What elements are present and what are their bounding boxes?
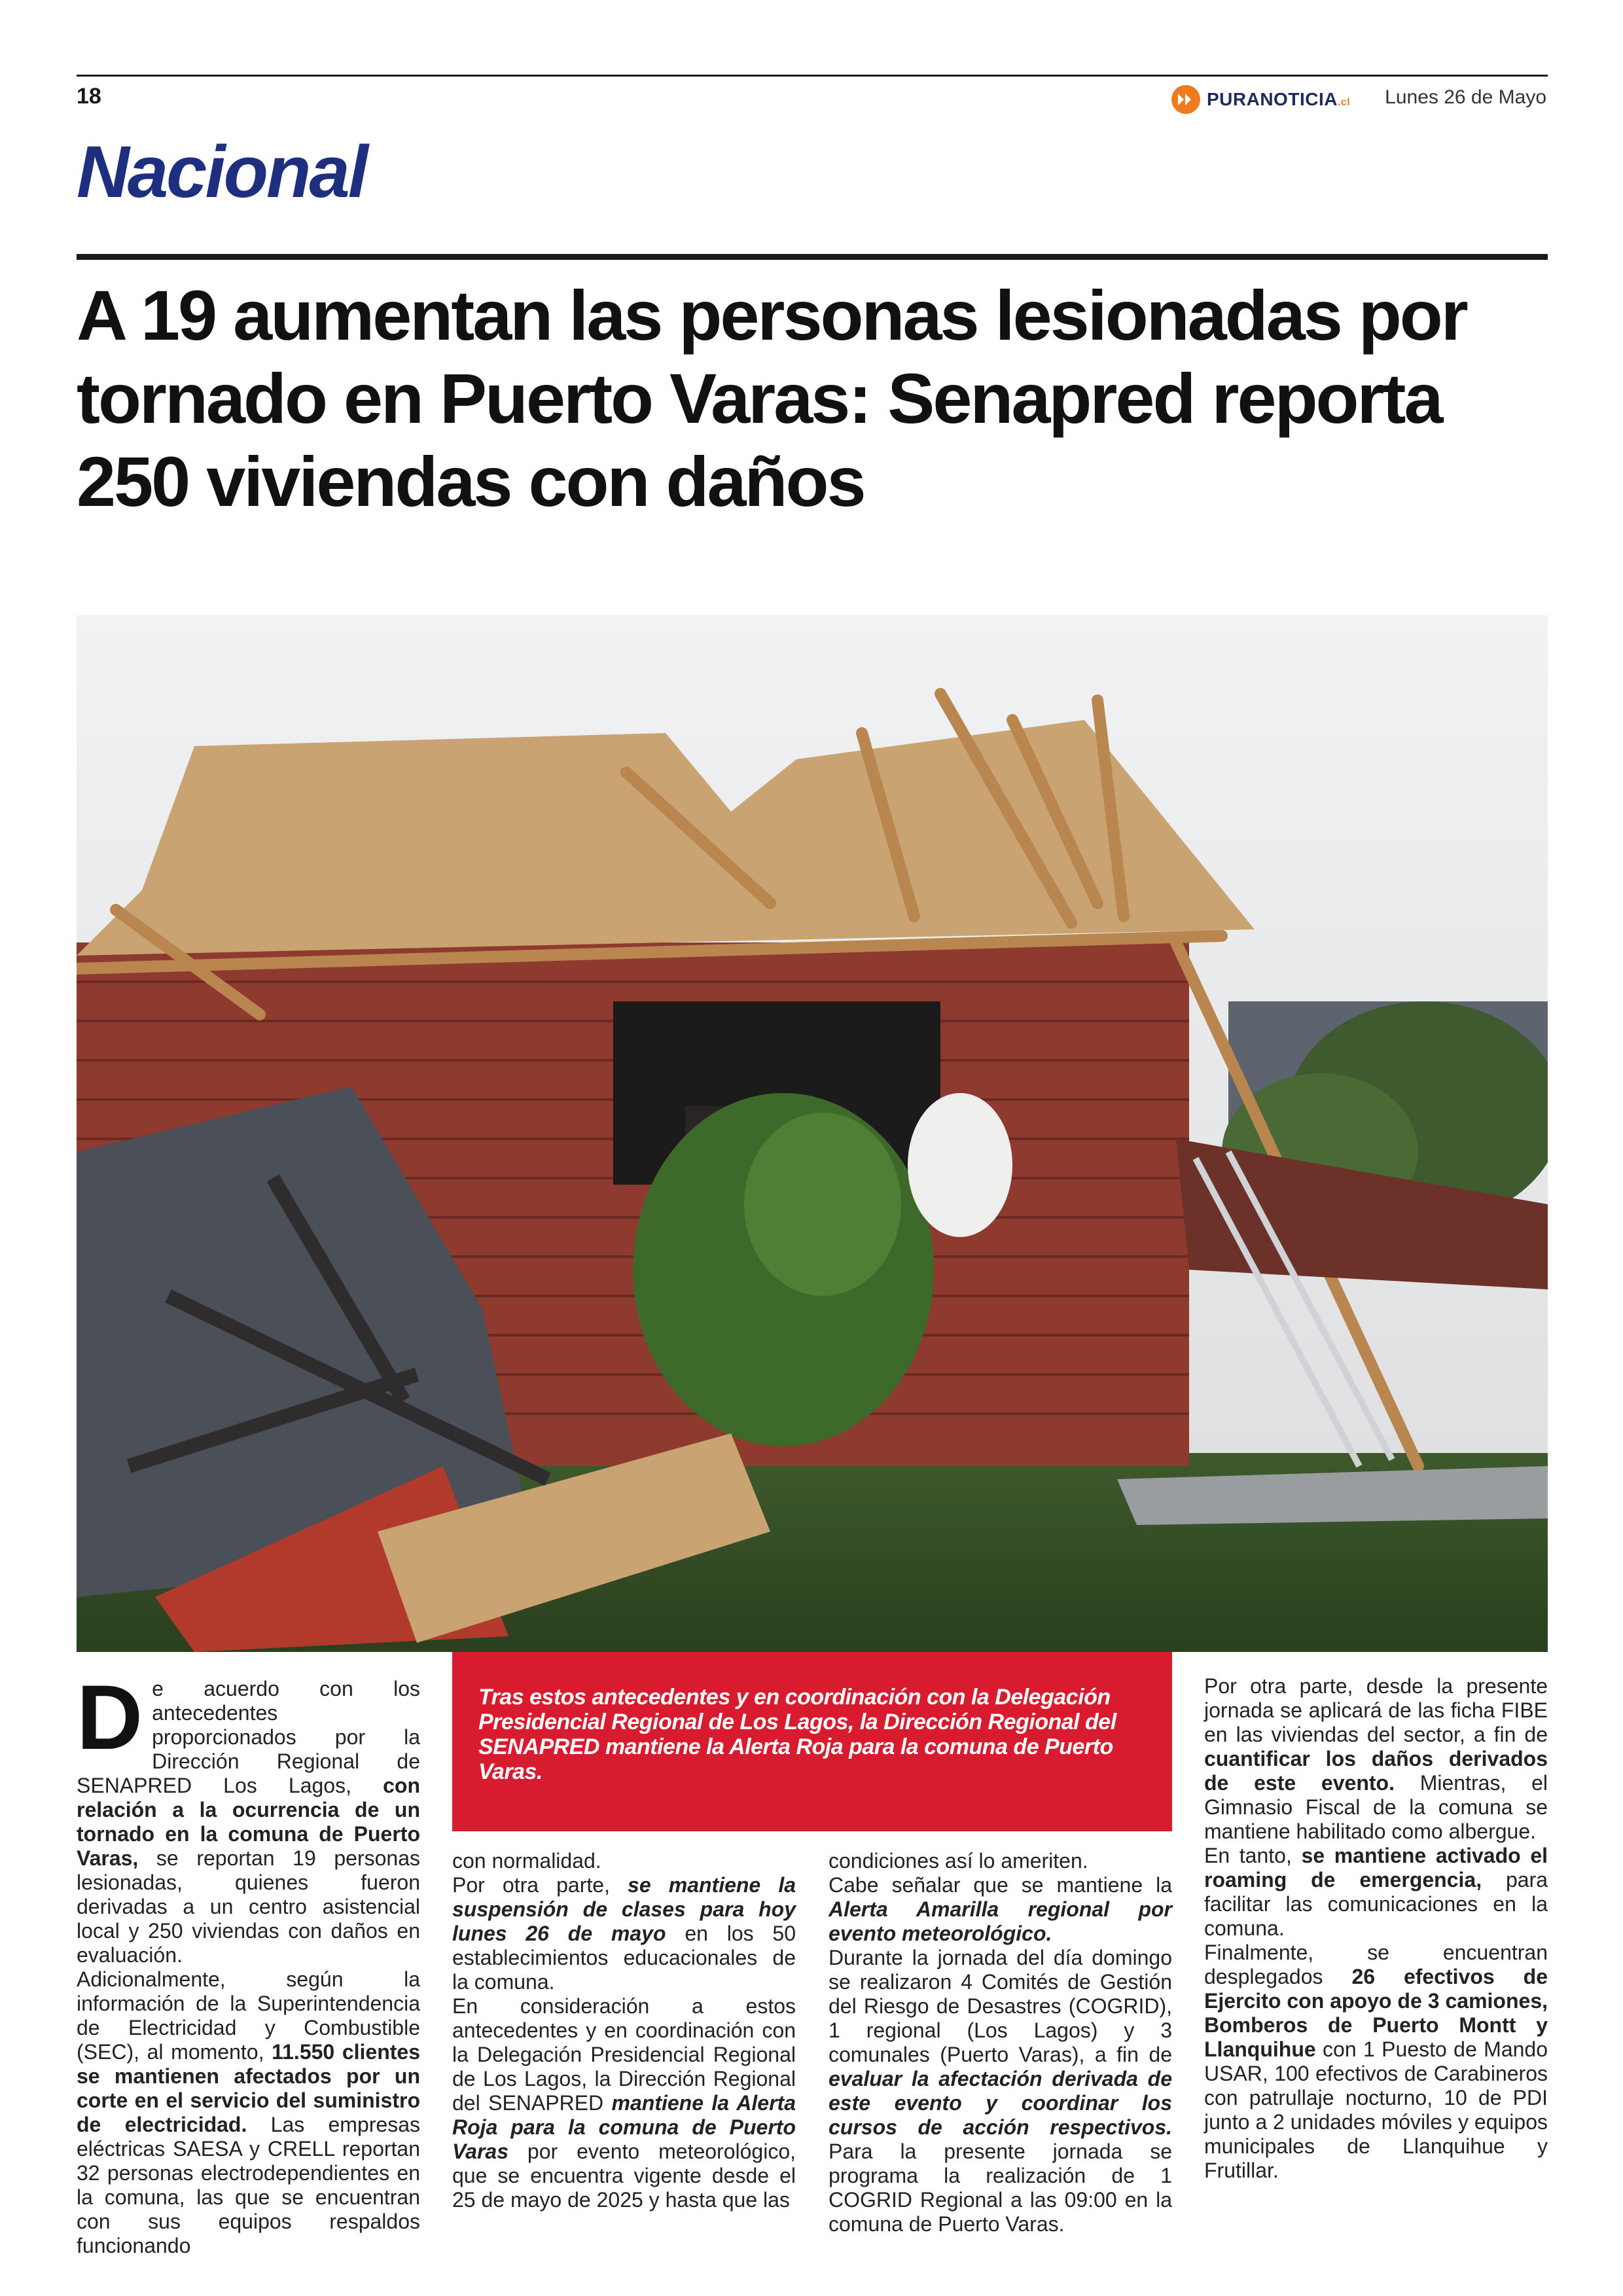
paragraph: e acuerdo con los antecedentes proporcionados por la Dirección Regional de SENAPRED Los Lagos, con relación a la ocurrencia de un tornado en la comuna de Puerto Varas, se reportan 19 personas lesionadas, quienes fueron derivadas a un centro asistencial local y 250 viviendas con daños en evaluación. [77,1677,420,1967]
puranoticia-logo-icon [1171,85,1200,114]
headline: A 19 aumentan las personas lesionadas por tornado en Puerto Varas: Senapred reporta 250 viviendas con daños [77,276,1467,521]
article-column-3 [829,1849,1172,2236]
paragraph: En tanto, se mantiene activado el roaming de emergencia, para facilitar las comunicaciones en la comuna. [1204,1844,1548,1940]
callout-box [452,1652,1172,1831]
brand-name: PURANOTICIA.cl [1207,89,1351,109]
issue-date: Lunes 26 de Mayo [1385,86,1546,108]
page-number: 18 [77,84,101,109]
article-column-4 [1204,1674,1548,2183]
paragraph: Cabe señalar que se mantiene la Alerta Amarilla regional por evento meteorológico. [829,1873,1172,1945]
article-column-1 [77,1666,421,2258]
paragraph: Por otra parte, desde la presente jornada se aplicará de las ficha FIBE en las viviendas del sector, a fin de cuantificar los daños derivados de este evento. Mientras, el Gimnasio Fiscal de la comuna se mantiene habilitado como albergue. [1204,1674,1548,1843]
section-rule [77,254,1548,260]
section-title: Nacional [77,131,366,213]
paragraph: En consideración a estos antecedentes y en coordinación con la Delegación Presidencial Regional de Los Lagos, la Dirección Regional del SENAPRED mantiene la Alerta Roja para la comuna de Puerto Varas por evento meteorológico, que se encuentra vigente desde el 25 de mayo de 2025 y hasta que las [452,1994,796,2212]
dropcap: D [77,1666,143,1768]
paragraph: Finalmente, se encuentran desplegados 26 efectivos de Ejercito con apoyo de 3 camiones, Bomberos de Puerto Montt y Llanquihue con 1 Puesto de Mando USAR, 100 efectivos de Carabineros con patrullaje nocturno, 10 de PDI junto a 2 unidades móviles y equipos municipales de Llanquihue y Frutillar. [1204,1941,1548,2182]
paragraph: con normalidad. [452,1849,601,1873]
paragraph: Durante la jornada del día domingo se realizaron 4 Comités de Gestión del Riesgo de Desastres (COGRID), 1 regional (Los Lagos) y 3 comunales (Puerto Varas), a fin de evaluar la afectación derivada de este evento y coordinar los cursos de acción respectivos. Para la presente jornada se programa la realización de 1 COGRID Regional a las 09:00 en la comuna de Puerto Varas. [829,1946,1172,2236]
article-column-2 [452,1849,796,2212]
paragraph: condiciones así lo ameriten. [829,1849,1088,1873]
paragraph: Adicionalmente, según la información de la Superintendencia de Electricidad y Combustible (SEC), al momento, 11.550 clientes se mantienen afectados por un corte en el servicio del suministro de electricidad. Las empresas eléctricas SAESA y CRELL reportan 32 personas electrodependientes en la comuna, las que se encuentran con sus equipos respaldos funcionando [77,1967,421,2257]
tornado-damaged-house-photo [77,615,1548,1652]
header-rule [77,75,1548,77]
brand [1171,85,1350,114]
paragraph: Por otra parte, se mantiene la suspensión de clases para hoy lunes 26 de mayo en los 50 establecimientos educacionales de la comuna. [452,1873,796,1994]
callout-text: Tras estos antecedentes y en coordinación con la Delegación Presidencial Regional de Los Lagos, la Dirección Regional del SENAPRED mantiene la Alerta Roja para la comuna de Puerto Varas. [478,1685,1116,1784]
